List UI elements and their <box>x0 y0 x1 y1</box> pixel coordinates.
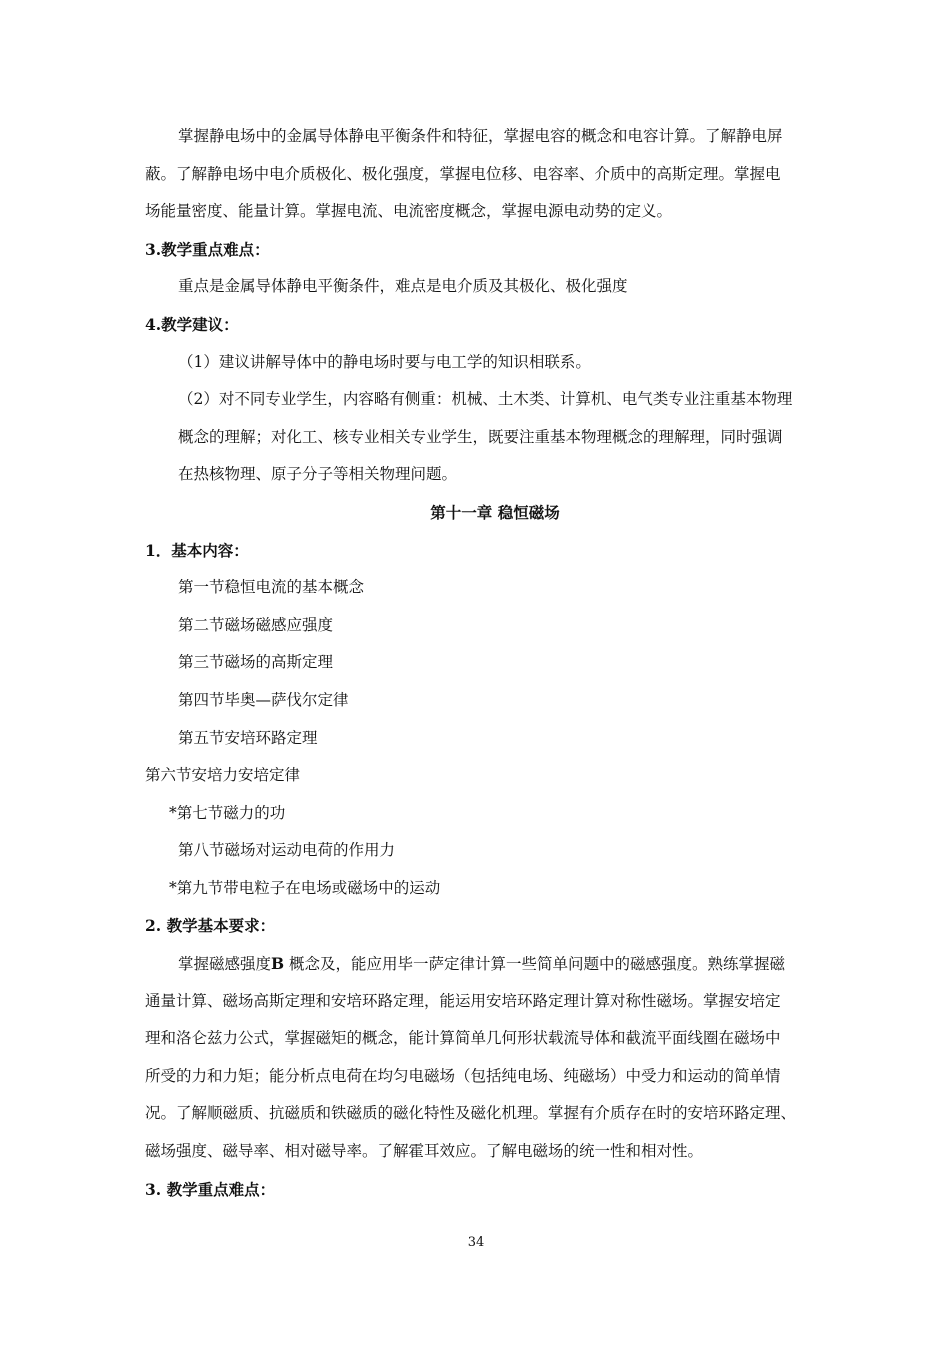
section-list-item: 第三节磁场的高斯定理 <box>178 653 334 672</box>
paragraph-line: 磁场强度、磁导率、相对磁导率。了解霍耳效应。了解电磁场的统一性和相对性。 <box>145 1142 704 1161</box>
section-heading-requirements: 2. 教学基本要求： <box>145 916 276 936</box>
suggestion-item: （2）对不同专业学生，内容略有侧重：机械、土木类、计算机、电气类专业注重基本物理 <box>178 390 793 409</box>
section-heading-basic-content: 1．基本内容： <box>145 540 249 560</box>
section-list-item: 第六节安培力安培定律 <box>145 766 301 785</box>
suggestion-continuation: 在热核物理、原子分子等相关物理问题。 <box>178 465 458 484</box>
section-list-item: 第二节磁场磁感应强度 <box>178 615 334 634</box>
paragraph-line: 掌握静电场中的金属导体静电平衡条件和特征，掌握电容的概念和电容计算。了解静电屏 <box>178 127 783 145</box>
suggestion-item: （1）建议讲解导体中的静电场时要与电工学的知识相联系。 <box>178 352 591 371</box>
suggestion-continuation: 概念的理解；对化工、核专业相关专业学生，既要注重基本物理概念的理解理，同时强调 <box>178 427 783 446</box>
page-number: 34 <box>467 1235 485 1250</box>
key-points-text: 重点是金属导体静电平衡条件，难点是电介质及其极化、极化强度 <box>178 277 628 296</box>
chapter-title: 第十一章 稳恒磁场 <box>430 502 560 522</box>
section-list-item: *第九节带电粒子在电场或磁场中的运动 <box>169 878 441 897</box>
paragraph-line: 通量计算、磁场高斯定理和安培环路定理，能运用安培环路定理计算对称性磁场。掌握安培定 <box>145 991 781 1010</box>
section-heading-key-points: 3.教学重点难点： <box>145 239 270 259</box>
paragraph-line: 场能量密度、能量计算。掌握电流、电流密度概念，掌握电源电动势的定义。 <box>145 202 673 221</box>
paragraph-line: 理和洛仑兹力公式，掌握磁矩的概念，能计算简单几何形状载流导体和截流平面线圈在磁场中 <box>145 1029 781 1048</box>
section-list-item: *第七节磁力的功 <box>169 803 286 822</box>
symbol-b: B <box>271 954 285 974</box>
paragraph-line: 况。了解顺磁质、抗磁质和铁磁质的磁化特性及磁化机理。掌握有介质存在时的安培环路定理、 <box>145 1104 797 1123</box>
requirements-rest-text: 概念及，能应用毕一萨定律计算一些简单问题中的磁感强度。熟练掌握磁 <box>284 955 786 974</box>
section-list-item: 第五节安培环路定理 <box>178 728 318 747</box>
paragraph-line: 所受的力和力矩；能分析点电荷在均匀电磁场（包括纯电场、纯磁场）中受力和运动的简单情 <box>145 1066 781 1085</box>
section-list-item: 第一节稳恒电流的基本概念 <box>178 578 365 597</box>
section-heading-key-points-2: 3. 教学重点难点： <box>145 1179 276 1199</box>
section-heading-suggestions: 4.教学建议： <box>145 314 239 334</box>
paragraph-line: 蔽。了解静电场中电介质极化、极化强度，掌握电位移、电容率、介质中的高斯定理。掌握电 <box>145 164 781 183</box>
section-list-item: 第八节磁场对运动电荷的作用力 <box>178 841 396 860</box>
requirements-lead-text: 掌握磁感强度 <box>178 955 272 974</box>
paragraph-line <box>145 945 845 983</box>
page-content <box>145 118 845 1208</box>
section-list-item: 第四节毕奥—萨伐尔定律 <box>178 690 349 709</box>
